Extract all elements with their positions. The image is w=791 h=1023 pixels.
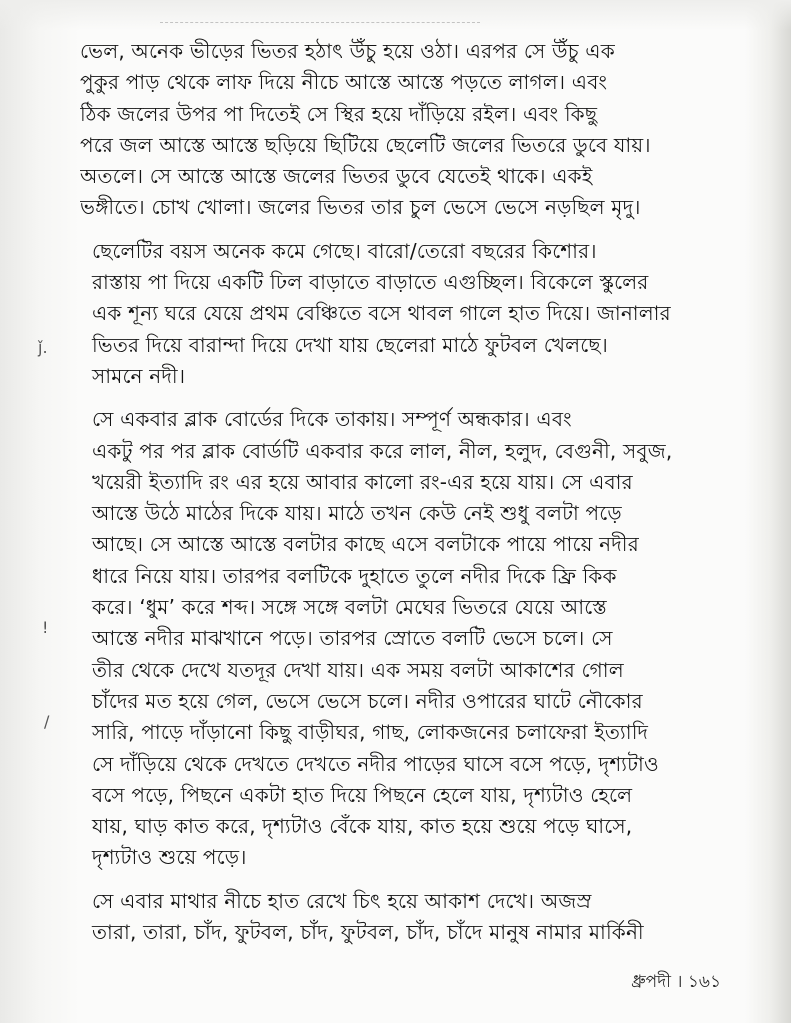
text-line: একটু পর পর ব্লাক বোর্ডটি একবার করে লাল, নীল, হলুদ, বেগুনী, সবুজ, [92,438,673,463]
text-line: পুকুর পাড় থেকে লাফ দিয়ে নীচে আস্তে আস্তে পড়তে লাগল। এবং [80,70,608,95]
margin-mark: ! [42,618,49,637]
paragraph-3 [80,404,720,873]
text-line: যায়, ঘাড় কাত করে, দৃশ্যটাও বেঁকে যায়, কাত হয়ে শুয়ে পড়ে ঘাসে, [92,814,633,839]
text-line: চাঁদের মত হয়ে গেল, ভেসে ভেসে চলে। নদীর ওপারের ঘাটে নৌকোর [92,688,643,713]
paragraph-1 [80,36,720,224]
text-line: সামনে নদী। [92,363,186,388]
text-line: সে একবার ব্লাক বোর্ডের দিকে তাকায়। সম্পূর্ণ অন্ধকার। এবং [92,407,572,432]
text-line: ভঙ্গীতে। চোখ খোলা। জলের ভিতর তার চুল ভেসে ভেসে নড়ছিল মৃদু। [80,195,641,220]
text-line: সে দাঁড়িয়ে থেকে দেখতে দেখতে নদীর পাড়ের ঘাসে বসে পড়ে, দৃশ্যটাও [92,751,659,776]
faint-pencil-line [160,22,480,25]
text-line: পরে জল আস্তে আস্তে ছড়িয়ে ছিটিয়ে ছেলেটি জলের ভিতরে ডুবে যায়। [80,132,651,157]
text-line: ঠিক জলের উপর পা দিতেই সে স্থির হয়ে দাঁড়িয়ে রইল। এবং কিছু [80,101,598,126]
text-line: করে। ‘ধুম’ করে শব্দ। সঙ্গে সঙ্গে বলটা মেঘের ভিতরে যেয়ে আস্তে [92,595,607,620]
margin-mark: ǰ. [38,338,48,357]
text-line: আস্তে নদীর মাঝখানে পড়ে। তারপর স্রোতে বলটি ভেসে চলে। সে [92,626,613,651]
paragraph-2 [80,236,720,392]
margin-mark: / [44,712,50,731]
text-line: তীর থেকে দেখে যতদূর দেখা যায়। এক সময় বলটা আকাশের গোল [92,657,624,682]
text-line: তারা, তারা, চাঁদ, ফুটবল, চাঁদ, ফুটবল, চাঁদ, চাঁদে মানুষ নামার মার্কিনী [92,920,644,945]
text-line: সারি, পাড়ে দাঁড়ানো কিছু বাড়ীঘর, গাছ, লোকজনের চলাফেরা ইত্যাদি [92,720,649,745]
text-line: রাস্তায় পা দিয়ে একটি ঢিল বাড়াতে বাড়াতে এগুচ্ছিল। বিকেলে স্কুলের [92,270,649,295]
text-line: বসে পড়ে, পিছনে একটা হাত দিয়ে পিছনে হেলে যায়, দৃশ্যটাও হেলে [92,782,633,807]
text-line: আছে। সে আস্তে আস্তে বলটার কাছে এসে বলটাকে পায়ে পায়ে নদীর [92,532,639,557]
text-line: ধারে নিয়ে যায়। তারপর বলটিকে দুহাতে তুলে নদীর দিকে ফ্রি কিক [92,563,617,588]
body-text [80,36,720,948]
page-footer: ধ্রুপদী । ১৬১ [631,972,721,992]
text-line: খয়েরী ইত্যাদি রং এর হয়ে আবার কালো রং-এর হয়ে যায়। সে এবার [92,469,633,494]
paragraph-4 [80,886,720,949]
text-line: ভেল, অনেক ভীড়ের ভিতর হঠাৎ উঁচু হয়ে ওঠা। এরপর সে উঁচু এক [80,39,615,63]
text-line: সে এবার মাথার নীচে হাত রেখে চিৎ হয়ে আকাশ দেখে। অজস্র [92,888,592,913]
text-line: ছেলেটির বয়স অনেক কমে গেছে। বারো/তেরো বছরের কিশোর। [92,238,597,263]
text-line: দৃশ্যটাও শুয়ে পড়ে। [92,845,247,870]
text-line: অতলে। সে আস্তে আস্তে জলের ভিতর ডুবে যেতেই থাকে। একই [80,164,593,189]
text-line: এক শূন্য ঘরে যেয়ে প্রথম বেঞ্চিতে বসে থাবল গালে হাত দিয়ে। জানালার [92,301,671,326]
text-line: আস্তে উঠে মাঠের দিকে যায়। মাঠে তখন কেউ নেই শুধু বলটা পড়ে [92,501,622,526]
text-line: ভিতর দিয়ে বারান্দা দিয়ে দেখা যায় ছেলেরা মাঠে ফুটবল খেলছে। [92,332,608,357]
